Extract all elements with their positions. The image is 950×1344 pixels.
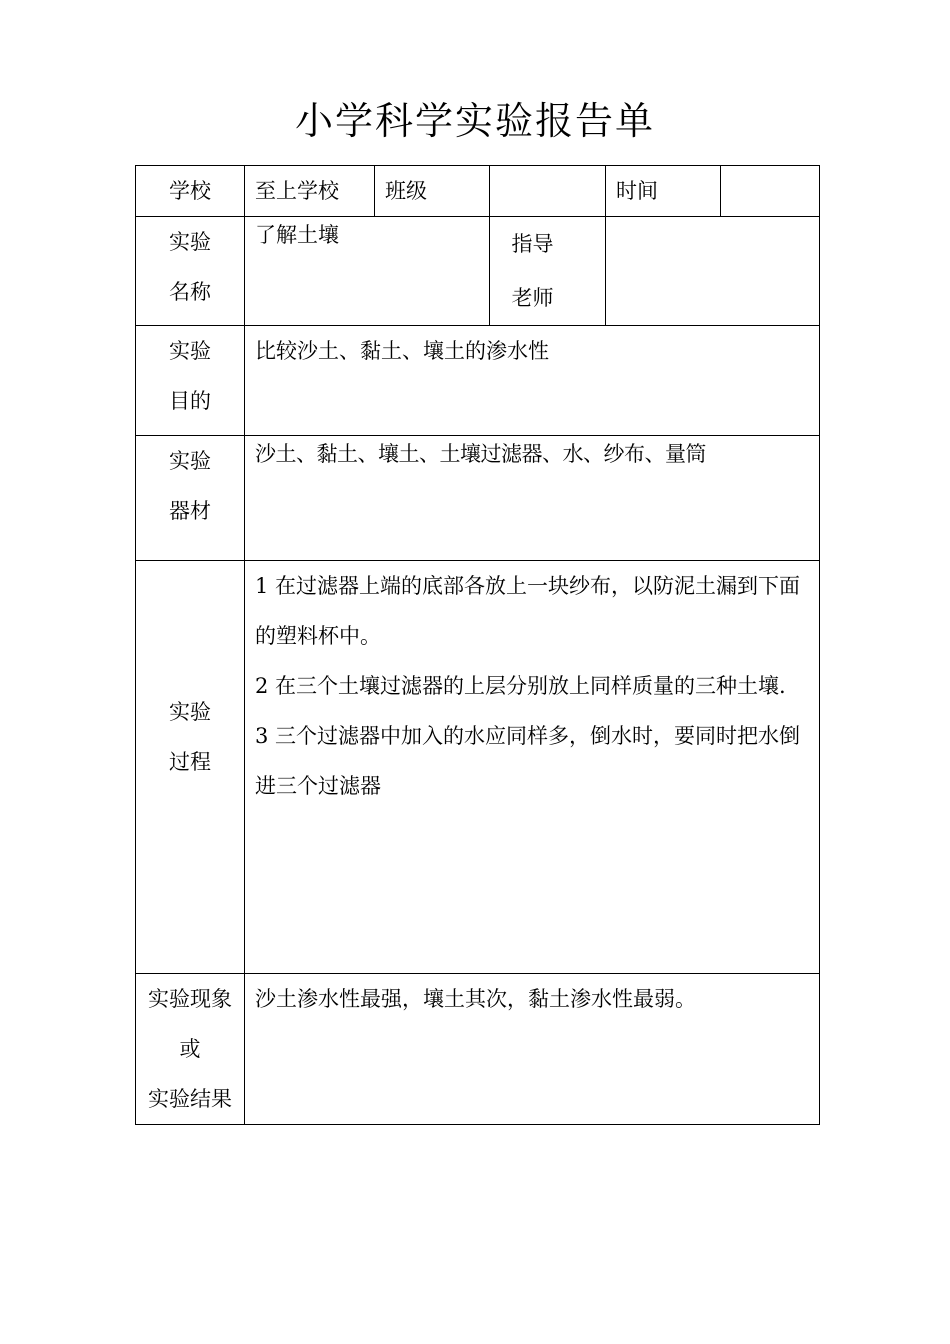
process-label [136,561,245,974]
process-step-3: 3 三个过滤器中加入的水应同样多，倒水时，要同时把水倒进三个过滤器 [255,724,801,798]
page-title: 小学科学实验报告单 [294,99,655,143]
experiment-name-value[interactable]: 了解土壤 [245,217,490,326]
result-value[interactable]: 沙土渗水性最强，壤土其次，黏土渗水性最弱。 [245,974,820,1125]
teacher-label-line2: 老师 [511,286,554,310]
materials-row [136,436,820,561]
materials-value[interactable]: 沙土、黏土、壤土、土壤过滤器、水、纱布、量筒 [245,436,820,561]
teacher-value[interactable] [606,217,820,326]
result-label-line2: 或 [179,1037,201,1061]
experiment-name-label [136,217,245,326]
class-label: 班级 [375,166,490,217]
process-row [136,561,820,974]
time-label: 时间 [606,166,721,217]
purpose-row [136,326,820,436]
process-step-2: 2 在三个土壤过滤器的上层分别放上同样质量的三种土壤. [255,674,786,698]
time-value[interactable] [721,166,820,217]
school-value[interactable]: 至上学校 [245,166,375,217]
process-value[interactable] [245,561,820,974]
materials-label-line1: 实验 [169,449,211,473]
school-label: 学校 [136,166,245,217]
result-label [136,974,245,1125]
result-row [136,974,820,1125]
teacher-label-line1: 指导 [511,232,554,256]
process-label-line1: 实验 [169,700,211,724]
purpose-label-line2: 目的 [169,389,211,413]
materials-label [136,436,245,561]
purpose-label-line1: 实验 [169,339,211,363]
process-step-1: 1 在过滤器上端的底部各放上一块纱布，以防泥土漏到下面的塑料杯中。 [255,574,801,648]
header-row [136,166,820,217]
purpose-label [136,326,245,436]
result-label-line1: 实验现象 [148,987,232,1011]
experiment-name-label-line2: 名称 [169,280,211,304]
process-label-line2: 过程 [169,750,211,774]
teacher-label [490,217,606,326]
result-label-line3: 实验结果 [148,1087,232,1111]
experiment-name-label-line1: 实验 [169,230,211,254]
purpose-value[interactable]: 比较沙土、黏土、壤土的渗水性 [245,326,820,436]
experiment-name-row [136,217,820,326]
class-value[interactable] [490,166,606,217]
report-table [135,165,820,1125]
materials-label-line2: 器材 [169,499,211,523]
